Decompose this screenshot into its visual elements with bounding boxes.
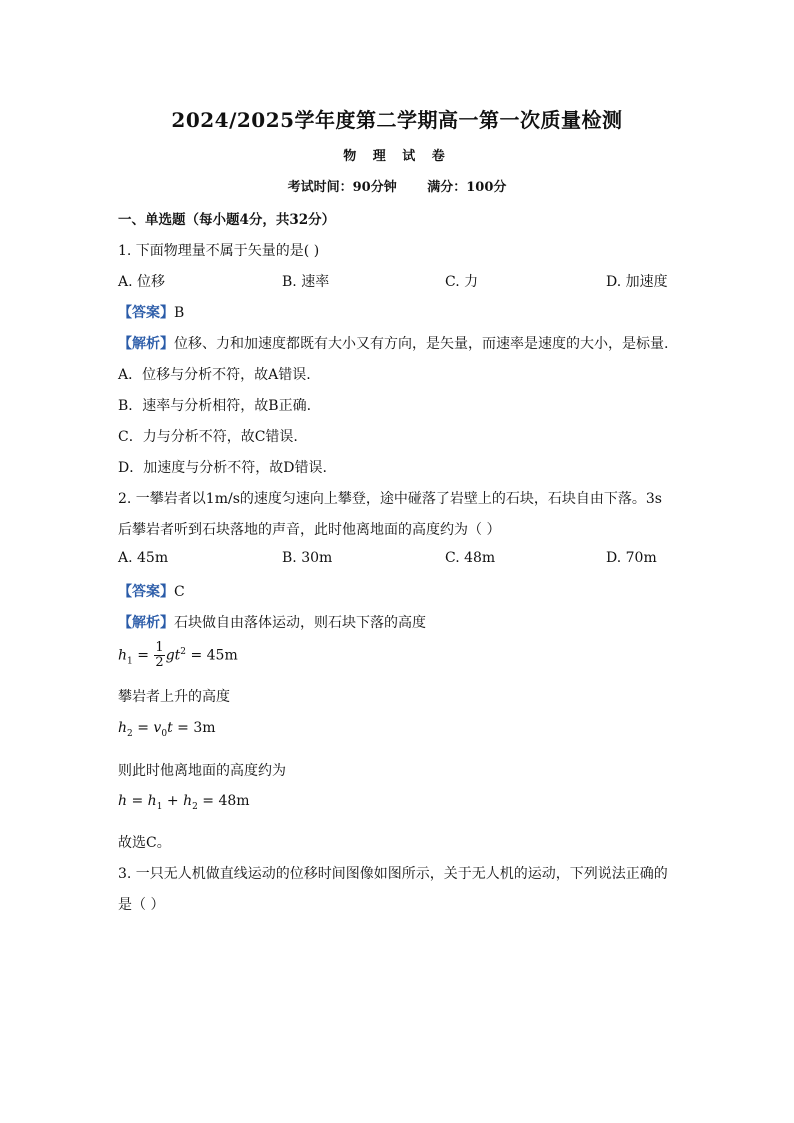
q1-option-d: D. 加速度 <box>606 274 668 290</box>
formula-h2: $h_2 = v_0t = 3m$ <box>118 720 216 739</box>
q3-stem-line1: 3. 一只无人机做直线运动的位移时间图像如图所示，关于无人机的运动，下列说法正确的 <box>118 866 668 882</box>
answer-value: B <box>174 305 185 321</box>
q2-option-a: A. 45m <box>118 550 169 566</box>
q2-text-height: 则此时他离地面的高度约为 <box>118 763 286 779</box>
answer-value: C <box>174 584 185 600</box>
answer-tag: 【答案】 <box>118 584 174 600</box>
q1-answer <box>118 302 184 322</box>
formula-h-result: = 48m <box>197 793 250 809</box>
q1-option-a: A. 位移 <box>118 274 166 290</box>
analysis-tag: 【解析】 <box>118 615 174 631</box>
q2-option-b: B. 30m <box>282 550 333 566</box>
fraction-one-half: $\frac{1}{2}$ <box>155 640 164 670</box>
q2-option-c: C. 48m <box>445 550 496 566</box>
q2-analysis <box>118 612 426 632</box>
q1-stem: 1. 下面物理量不属于矢量的是( ) <box>118 243 320 259</box>
answer-tag: 【答案】 <box>118 305 174 321</box>
analysis-text: 石块做自由落体运动，则石块下落的高度 <box>174 615 426 631</box>
exam-score: 满分：100分 <box>427 180 507 195</box>
exam-time: 考试时间：90分钟 <box>287 180 397 195</box>
q1-analysis-line-d: D．加速度与分析不符，故D错误. <box>118 460 327 476</box>
formula-h1-result: = 45m <box>186 647 238 664</box>
q2-stem-line1: 2. 一攀岩者以1m/s的速度匀速向上攀登，途中碰落了岩壁上的石块，石块自由下落。3s <box>118 491 662 507</box>
q1-analysis-line-a: A．位移与分析不符，故A错误. <box>118 367 311 383</box>
q1-option-c: C. 力 <box>445 274 479 290</box>
q1-option-b: B. 速率 <box>282 274 330 290</box>
analysis-text: 位移、力和加速度都既有大小又有方向，是矢量，而速率是速度的大小，是标量. <box>174 336 669 352</box>
q2-answer <box>118 581 185 601</box>
formula-h: $h = h_1 + h_2 = 48m$ <box>118 793 250 812</box>
q1-analysis <box>118 333 668 353</box>
q2-text-climb: 攀岩者上升的高度 <box>118 689 230 705</box>
page-subtitle: 物 理 试 卷 <box>343 149 451 164</box>
q1-analysis-line-c: C．力与分析不符，故C错误. <box>118 429 298 445</box>
formula-h2-result: = 3m <box>172 720 216 736</box>
q1-analysis-line-b: B．速率与分析相符，故B正确. <box>118 398 312 414</box>
analysis-tag: 【解析】 <box>118 336 174 352</box>
q3-stem-line2: 是（ ） <box>118 897 165 913</box>
q2-option-d: D. 70m <box>606 550 657 566</box>
q2-stem-line2: 后攀岩者听到石块落地的声音，此时他离地面的高度约为（ ） <box>118 522 501 538</box>
formula-h1: $h_1$ = $\frac{1}{2}$ $gt^2 = 45m$ <box>118 640 238 670</box>
section-heading: 一、单选题（每小题4分，共32分） <box>118 212 336 228</box>
page-title: 2024/2025学年度第二学期高一第一次质量检测 <box>171 108 623 132</box>
exam-info <box>0 176 794 195</box>
q2-conclusion: 故选C。 <box>118 835 171 851</box>
